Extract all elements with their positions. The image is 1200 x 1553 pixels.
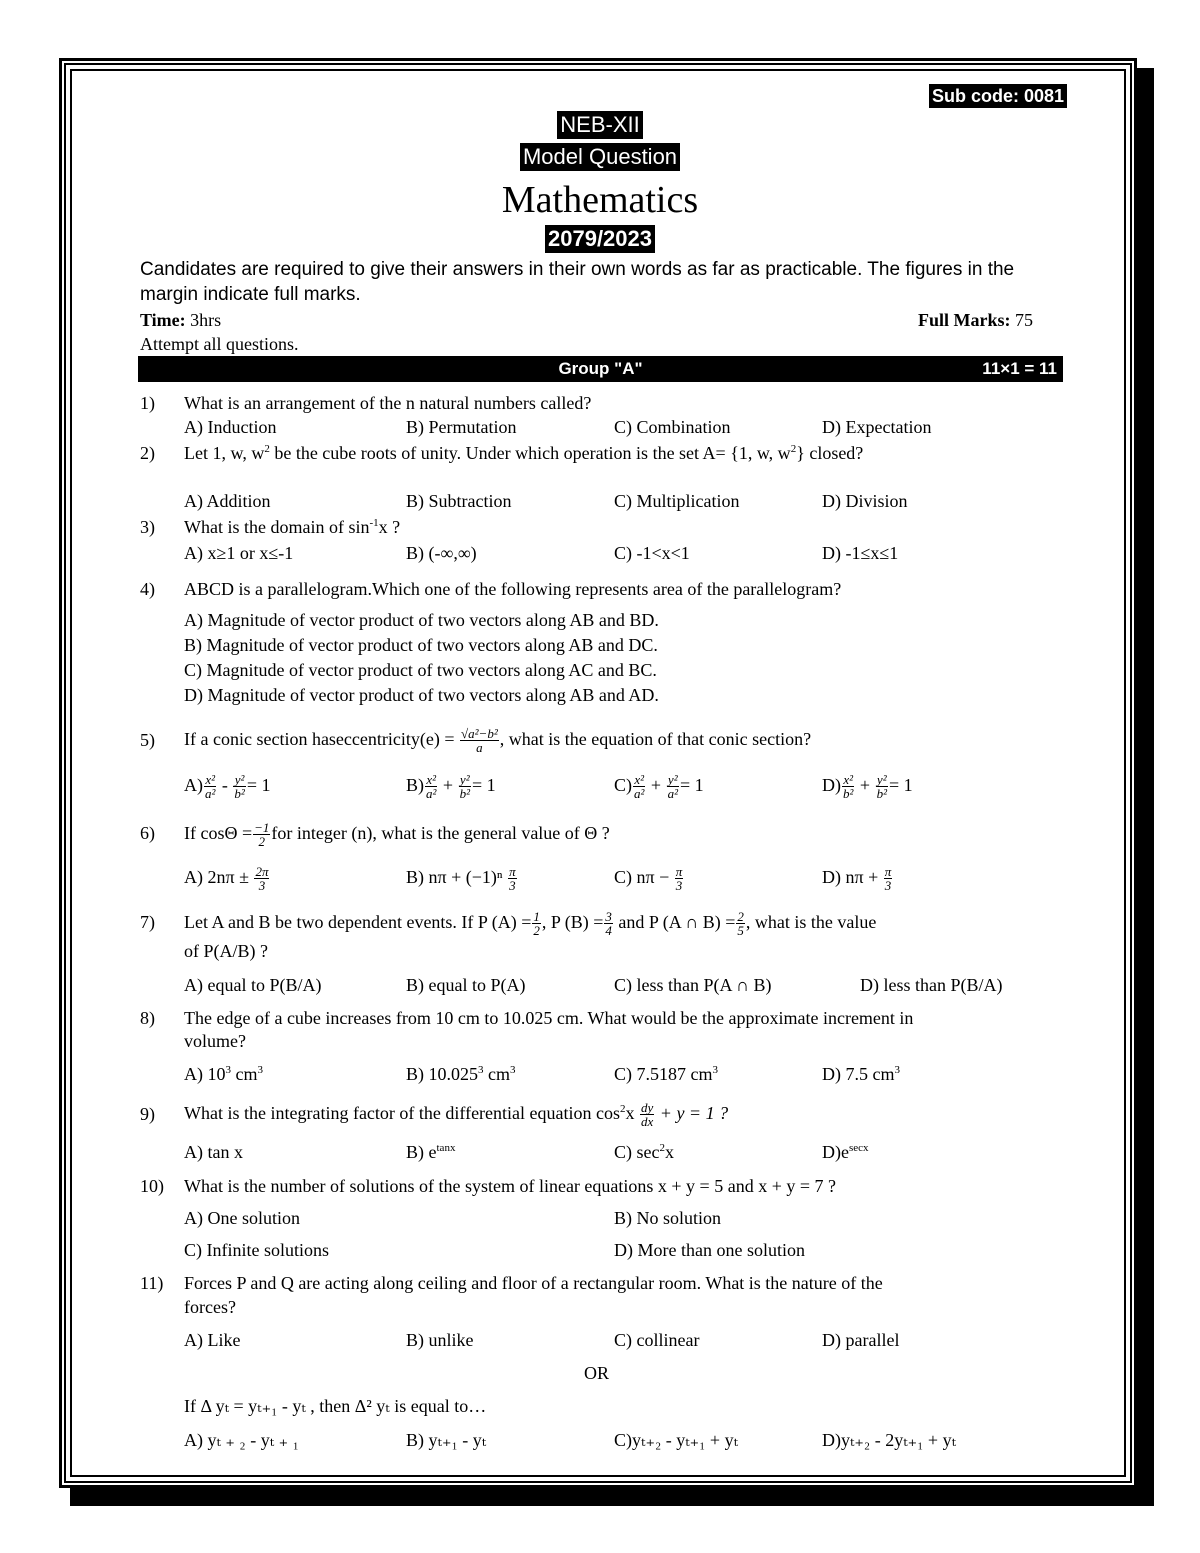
question-text: Let A and B be two dependent events. If P (A) = $\frac{1}{2}$ , P (B) = $\frac{3}{4}$ and P (A ∩ B) = $\frac{2}{5}$ , what is the value (184, 909, 877, 939)
question-number: 2) (140, 443, 155, 463)
option: C) Infinite solutions (184, 1240, 329, 1260)
option: A) equal to P(B/A) (184, 975, 322, 995)
option: C) less than P(A ∩ B) (614, 975, 772, 995)
time-value: 3hrs (190, 310, 222, 330)
exam-year: 2079/2023 (545, 225, 655, 253)
option: A) $10^3$ $cm^3$ (184, 1064, 263, 1084)
option: D)yₜ₊₂ - 2yₜ₊₁ + yₜ (822, 1430, 957, 1450)
option: B) No solution (614, 1208, 722, 1228)
option: C) -1<x<1 (614, 543, 690, 563)
option: D) 7.5 $cm^3$ (822, 1064, 900, 1084)
option: C) nπ − $\frac{\pi}{3}$ (614, 864, 683, 894)
or-separator: OR (584, 1363, 610, 1383)
full-marks-info (918, 309, 1033, 331)
question-text: Forces P and Q are acting along ceiling and floor of a rectangular room. What is the nature of the (184, 1273, 883, 1293)
option: B) $\frac{\text{x²}}{\text{a²}}$ + $\frac{\text{y²}}{\text{b²}}$ = 1 (406, 772, 496, 802)
option: D) More than one solution (614, 1240, 805, 1260)
option: C) Multiplication (614, 491, 740, 511)
option: B) unlike (406, 1330, 474, 1350)
full-marks-value: 75 (1015, 310, 1033, 330)
option: C) 7.5187 $cm^3$ (614, 1064, 718, 1084)
option: A) 2nπ ± $\frac{2\pi}{3}$ (184, 864, 269, 894)
option: C)yₜ₊₂ - yₜ₊₁ + yₜ (614, 1430, 739, 1450)
option: D) nπ + $\frac{\pi}{3}$ (822, 864, 892, 894)
question-text: If cosΘ = $\frac{-1}{2}$ for integer (n), what is the general value of Θ ? (184, 820, 610, 850)
option: B) nπ + (−1)ⁿ $\frac{\pi}{3}$ (406, 864, 516, 894)
option: D) $\frac{\text{x²}}{\text{b²}}$ + $\frac{\text{y²}}{\text{b²}}$ = 1 (822, 772, 913, 802)
question-text: Let 1, w, $w^2$ be the cube roots of unity. Under which operation is the set A= {1, w, $w^2$} closed? (184, 443, 864, 463)
option: C) $\frac{\text{x²}}{\text{a²}}$ + $\frac{\text{y²}}{\text{a²}}$ = 1 (614, 772, 704, 802)
question-number: 5) (140, 730, 155, 750)
question-number: 3) (140, 517, 155, 537)
option: A) yₜ ₊ ₂ - yₜ ₊ ₁ (184, 1430, 299, 1450)
option: C) Magnitude of vector product of two vectors along AC and BC. (184, 660, 657, 680)
option: D) parallel (822, 1330, 900, 1350)
full-marks-label: Full Marks: (918, 310, 1011, 330)
instructions: Candidates are required to give their answers in their own words as far as practicable. The figures in the margin indicate full marks. (140, 259, 1015, 305)
option: A) One solution (184, 1208, 300, 1228)
option: B) yₜ₊₁ - yₜ (406, 1430, 487, 1450)
question-text: What is the integrating factor of the differential equation $\cos^2x$ $\frac{dy}{dx}$ + y = 1 ? (184, 1100, 729, 1130)
subject-code-badge: Sub code: 0081 (929, 84, 1067, 108)
exam-year-row (0, 225, 1200, 253)
option: A) Like (184, 1330, 241, 1350)
option: D) -1≤x≤1 (822, 543, 899, 563)
question-number: 1) (140, 393, 155, 413)
question-text-continued: forces? (184, 1297, 236, 1317)
question-text: What is an arrangement of the n natural numbers called? (184, 393, 592, 413)
option: A) x≥1 or x≤-1 (184, 543, 294, 563)
attempt-note: Attempt all questions. (140, 334, 299, 354)
board-title: NEB-XII (557, 111, 642, 139)
question-text-continued: of P(A/B) ? (184, 941, 268, 961)
option: D) Division (822, 491, 908, 511)
group-marks: 11×1 = 11 (982, 359, 1057, 378)
board-title-row (0, 111, 1200, 139)
question-number: 11) (140, 1273, 164, 1293)
question-number: 6) (140, 823, 155, 843)
time-label: Time: (140, 310, 186, 330)
option: C) Combination (614, 417, 731, 437)
option: B) (-∞,∞) (406, 543, 477, 563)
question-number: 7) (140, 912, 155, 932)
exam-kind: Model Question (520, 143, 680, 171)
question-number: 4) (140, 579, 155, 599)
question-text: ABCD is a parallelogram.Which one of the following represents area of the parallelogram? (184, 579, 842, 599)
option: B) equal to P(A) (406, 975, 526, 995)
option: D) less than P(B/A) (860, 975, 1003, 995)
option: B) Magnitude of vector product of two vectors along AB and DC. (184, 635, 658, 655)
time-info (140, 309, 221, 331)
option: A) $\frac{\text{x²}}{\text{a²}}$ - $\frac{\text{y²}}{\text{b²}}$ = 1 (184, 772, 271, 802)
option: A) tan x (184, 1142, 243, 1162)
option: A) Magnitude of vector product of two vectors along AB and BD. (184, 610, 659, 630)
question-number: 9) (140, 1104, 155, 1124)
option: D) Expectation (822, 417, 932, 437)
subject-title: Mathematics (501, 179, 699, 221)
question-text: What is the number of solutions of the system of linear equations x + y = 5 and x + y = 7 ? (184, 1176, 836, 1196)
question-text: The edge of a cube increases from 10 cm to 10.025 cm. What would be the approximate increment in (184, 1008, 914, 1028)
group-title: Group "A" (558, 359, 643, 378)
option: $D)e^{secx}$ (822, 1142, 869, 1162)
question-text: If a conic section haseccentricity(e) = $\frac{\text{√a²−b²}}{a}$ , what is the equation of that conic section? (184, 726, 812, 756)
question-number: 10) (140, 1176, 164, 1196)
exam-kind-row (0, 143, 1200, 171)
option: B) $e^{tanx}$ (406, 1142, 456, 1162)
option: B) Subtraction (406, 491, 512, 511)
alternate-question-text: If Δ yₜ = yₜ₊₁ - yₜ , then Δ² yₜ is equal to… (184, 1396, 487, 1416)
question-number: 8) (140, 1008, 155, 1028)
question-text-continued: volume? (184, 1031, 246, 1051)
option: B) 10.025$^3$ $cm^3$ (406, 1064, 516, 1084)
option: B) Permutation (406, 417, 517, 437)
option: C) collinear (614, 1330, 700, 1350)
option: C) $\sec^2x$ (614, 1142, 674, 1162)
option: D) Magnitude of vector product of two vectors along AB and AD. (184, 685, 659, 705)
group-header-bar (138, 356, 1063, 382)
question-text: What is the domain of $\sin^{-1}x$ ? (184, 517, 401, 537)
option: A) Addition (184, 491, 271, 511)
option: A) Induction (184, 417, 277, 437)
